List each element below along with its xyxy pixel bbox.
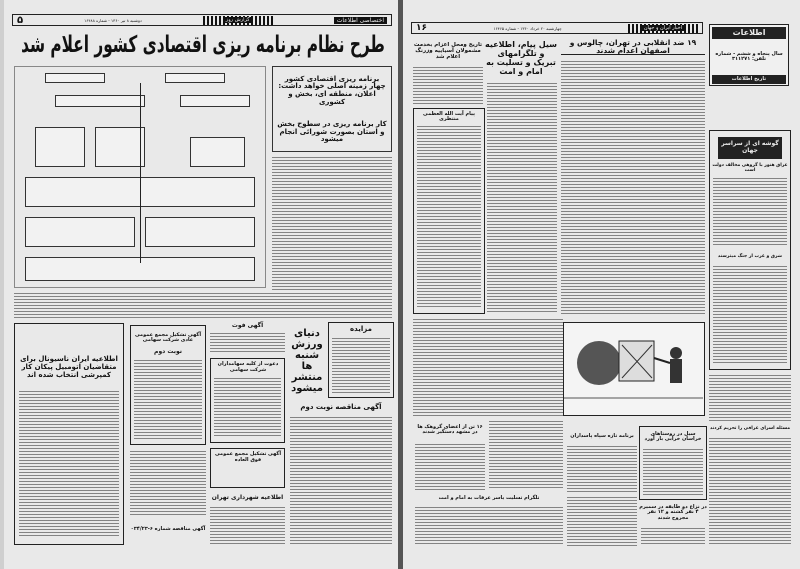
masthead-info: سال پنجاه و ششم - شماره تلفن: ۳۱۱۲۷۱: [715, 50, 783, 62]
diagram-connector: [140, 83, 141, 263]
section-tag-bar-right: [628, 24, 698, 33]
lead-box: [272, 66, 392, 152]
body-text-column: [567, 445, 637, 492]
ad-obituary-box: [210, 322, 285, 354]
ad-body-text: [290, 416, 392, 544]
ad-body-text: [214, 377, 281, 437]
side-headline-3: مسئله اسرای عراقی را تحریم کردند: [709, 425, 791, 431]
side-headline-2: شرق و غرب از جنگ میترسند: [717, 253, 783, 259]
ad-body-text: [210, 506, 285, 544]
body-text-column: [415, 443, 485, 490]
body-text-strip: [14, 292, 392, 318]
side-headline-1: عراق هنوز با گروهی مخالف دولت است: [712, 163, 788, 173]
ad-general-assembly-sub: نوبت دوم: [154, 347, 182, 355]
ad-auction-title: مزایده: [350, 325, 372, 334]
body-text-column: [415, 506, 563, 545]
diagram-node: [190, 137, 245, 167]
organization-diagram: [14, 66, 266, 288]
telegram-headline: تلگرام تسلیت یاسر عرفات به امام و امت: [438, 494, 540, 501]
body-text-column: [489, 420, 563, 490]
section-tag-bar: [203, 16, 273, 25]
diagram-node: [180, 95, 250, 107]
ad-body-text: [19, 390, 119, 538]
lead-text: برنامه ریزی اقتصادی کشور چهار زمینه اصلی خواهد داشت: اعلان، منطقه ای، بخش و کشوری: [278, 74, 386, 106]
diagram-node: [55, 95, 145, 107]
cartoon-illustration: [563, 322, 705, 416]
sub-lead-text: کار برنامه ریزی در سطوح بخش و استان بصورت شورائی انجام میشود: [277, 119, 387, 144]
masthead-footer: تاریخ اطلاعات: [712, 75, 786, 84]
masthead-title: اطلاعات: [712, 27, 786, 39]
main-headline: طرح نظام برنامه ریزی اقتصادی کشور اعلام شد: [21, 31, 385, 58]
body-text-column: [709, 437, 791, 546]
body-text-column: [643, 448, 703, 497]
ad-body-text: [130, 450, 206, 516]
ad-body-text: [210, 332, 285, 352]
ad-obituary: آگهی فوت: [231, 321, 264, 329]
cartoon-drawing: [564, 323, 703, 414]
body-text-column: [413, 66, 483, 106]
issue-date: دوشنبه ۸ تیر ۱۳۶۰ - شماره ۱۶۴۸۸: [84, 17, 142, 23]
diagram-node: [35, 127, 85, 167]
diagram-node: [25, 217, 135, 247]
section-tag: گزارش روز: [223, 17, 253, 23]
body-text-column: [272, 156, 392, 290]
flood-headline: سیل در روستاهای خراسان خرابی بار آورد: [644, 430, 702, 442]
section-label: اختصاصی اطلاعات: [334, 17, 387, 24]
body-text-column: [709, 374, 791, 422]
ad-shareholders: [210, 358, 285, 443]
headline-conscripts: تاریخ ومحل اعزام بخدمت مشمولان آسیاییه وزرنگ اعلام شد: [413, 41, 483, 61]
sports-notice: دنیای ورزش شنبه ها منتشر میشود: [291, 328, 323, 394]
victims-headline: ۱۶ تن از اعضای گروهک ها در مشهد دستگیر شدند: [417, 423, 483, 435]
right-page: [403, 0, 800, 569]
diagram-node: [95, 127, 145, 167]
left-page: [4, 0, 398, 569]
world-news-title: گوشه ای از سراسر جهان: [718, 137, 782, 159]
ad-auction: [328, 322, 394, 398]
left-header-band: [12, 14, 392, 26]
ad-general-assembly-title: آگهی تشکیل مجمع عمومی عادی شرکت سهامی: [134, 331, 202, 343]
body-text-column: [713, 177, 787, 247]
ad-extraordinary-assembly: [210, 448, 285, 488]
body-text-column: [413, 318, 563, 418]
section-tag-right: اخبار ایران و جهان: [641, 25, 685, 31]
ad-general-assembly: [130, 325, 206, 445]
body-text-column: [641, 527, 705, 546]
headline-executions: ۱۹ ضد انقلابی در تهران، چالوس و اصفهان اعدام شدند: [561, 40, 705, 55]
body-text-column: [417, 125, 481, 309]
ad-shareholders-title: دعوت از کلیه سهامداران شرکت سهامی: [217, 361, 279, 373]
sepah-headline: برنامه تازه سپاه پاسداران: [570, 432, 634, 439]
issue-date-right: چهارشنبه ۲۰ خرداد ۱۳۶۰ - شماره ۱۶۴۶۵: [493, 25, 562, 31]
body-text-column: [713, 265, 787, 365]
right-header-band: [411, 22, 703, 34]
montazeri-message: [413, 108, 485, 314]
tender-notice-2: آگهی مناقصه شماره ۶-۰۳۴/۲۳: [130, 526, 206, 533]
diagram-node: [45, 73, 105, 83]
ad-iran-national: [14, 323, 124, 545]
flood-story: [639, 426, 707, 500]
masthead-box: [709, 24, 789, 86]
tender-notice: آگهی مناقصه نوبت دوم: [300, 403, 382, 412]
municipality-notice: اطلاعیه شهرداری تهران: [211, 493, 284, 501]
page-number: ۵: [17, 14, 24, 26]
ad-extraordinary-assembly-title: آگهی تشکیل مجمع عمومی فوق العاده: [214, 451, 282, 463]
world-news-box: [709, 130, 791, 370]
body-text-column: [561, 60, 705, 314]
diagram-node: [145, 217, 255, 247]
montazeri-subhead: پیام آیت الله العظمی منتظری: [423, 110, 475, 122]
clash-headline: در نزاع دو طایفه در سمیرم ۴ نفر کشته و ۱۲ نفر مجروح شدند: [639, 503, 707, 521]
ad-body-text: [134, 359, 202, 439]
body-text-column: [567, 496, 637, 546]
diagram-node: [165, 73, 225, 83]
ad-iran-national-title: اطلاعیه ایران ناسیونال برای متقاضیان اتومبیل پیکان کار کمپرشی انتخاب شده اند: [20, 355, 118, 379]
headline-messages: سیل پیام، اطلاعیه و تلگرامهای تبریک و تسلیت به امام و امت: [485, 40, 557, 76]
ad-body-text: [332, 337, 390, 393]
body-text-column: [487, 82, 557, 314]
page-number-right: ۱۶: [416, 23, 427, 33]
